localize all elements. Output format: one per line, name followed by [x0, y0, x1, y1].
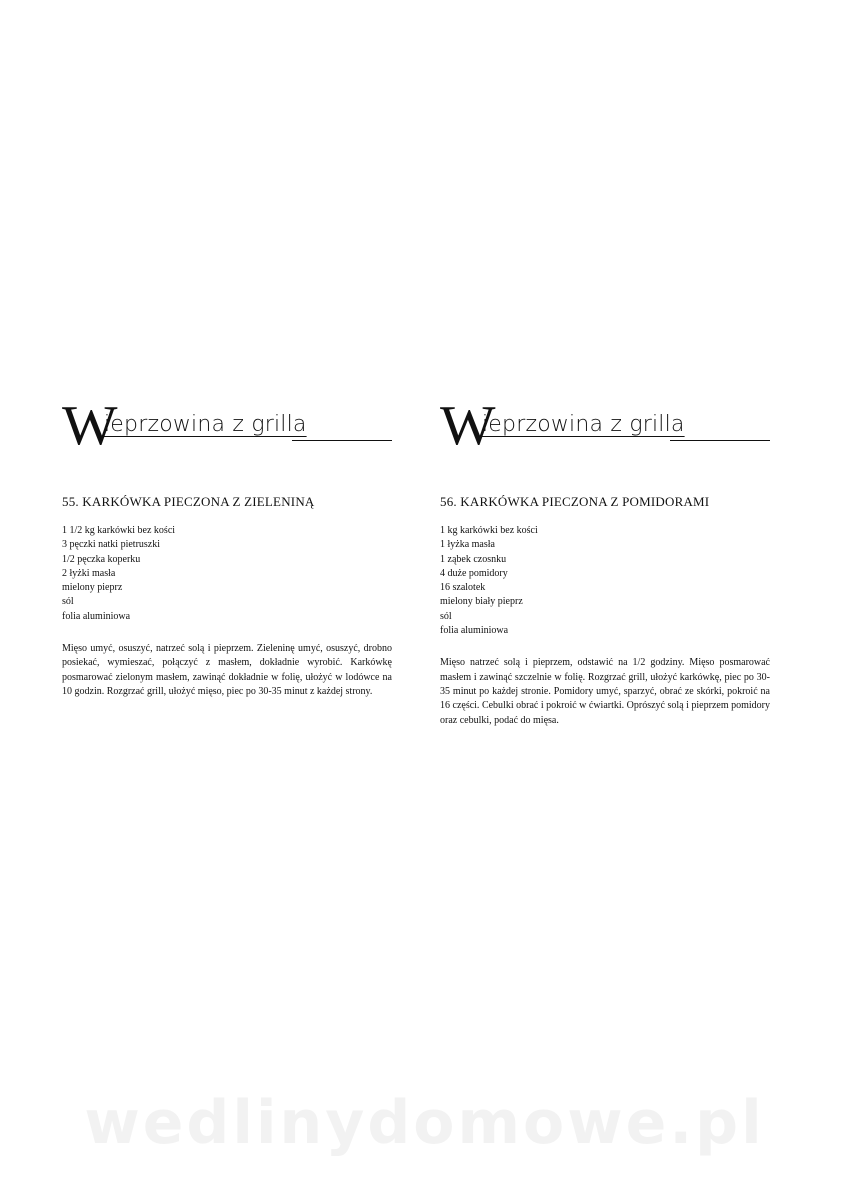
- header-rule: [292, 440, 392, 441]
- ingredient-item: 4 duże pomidory: [440, 567, 508, 579]
- ingredient-item: folia aluminiowa: [440, 625, 509, 637]
- recipe-title: 55. KARKÓWKA PIECZONA Z ZIELENINĄ: [62, 494, 315, 509]
- ingredient-item: 1 ząbek czosnku: [440, 553, 507, 565]
- header-initial: W: [440, 395, 495, 457]
- recipe-instructions: Mięso natrzeć solą i pieprzem, odstawić na 1/2 godziny. Mięso posmarować masłem i zawinąć szczelnie w folię. Rozgrzać grill, ułożyć karkówkę, piec po 30-35 minut po każdej stronie. Pomidory umyć, sparzyć, obrać ze skórki, pokroić na 16 części. Cebulki obrać i pokroić w ćwiartki. Oprószyć solą i pieprzem pomidory oraz cebulki, podać do mięsa.: [440, 657, 770, 726]
- ingredient-item: 1 łyżka masła: [440, 539, 495, 551]
- header-text: ieprzowina z grilla: [482, 412, 685, 437]
- ingredient-item: 3 pęczki natki pietruszki: [62, 539, 161, 551]
- site-watermark: wedlinydomowe.pl: [84, 1088, 765, 1158]
- header-rule: [670, 440, 770, 441]
- recipe-title: 56. KARKÓWKA PIECZONA Z POMIDORAMI: [440, 494, 710, 509]
- section-header: [62, 395, 392, 458]
- ingredient-item: sól: [440, 610, 452, 622]
- ingredient-item: 16 szalotek: [440, 582, 486, 594]
- ingredient-item: 1 1/2 kg karkówki bez kości: [62, 525, 176, 536]
- recipe-instructions: Mięso umyć, osuszyć, natrzeć solą i pieprzem. Zieleninę umyć, osuszyć, drobno posiekać, wymieszać, połączyć z masłem, dokładnie wyrobić. Karkówkę posmarować zielonym masłem, zawinąć dokładnie w folię, ułożyć w lodówce na 10 godzin. Rozgrzać grill, ułożyć mięso, piec po 30-35 minut z każdej strony.: [62, 643, 392, 697]
- header-text: ieprzowina z grilla: [104, 412, 307, 437]
- ingredient-list: [440, 524, 770, 638]
- ingredient-item: 1 kg karkówki bez kości: [440, 525, 538, 536]
- ingredient-list: [62, 524, 392, 624]
- ingredient-item: 2 łyżki masła: [62, 567, 116, 579]
- ingredient-item: folia aluminiowa: [62, 610, 131, 622]
- recipe-column-right: [440, 395, 770, 728]
- header-initial: W: [62, 395, 117, 457]
- ingredient-item: mielony pieprz: [62, 582, 123, 594]
- ingredient-item: mielony biały pieprz: [440, 596, 523, 608]
- section-header: [440, 395, 770, 458]
- recipe-column-left: [62, 395, 392, 699]
- ingredient-item: 1/2 pęczka koperku: [62, 553, 141, 565]
- ingredient-item: sól: [62, 596, 74, 608]
